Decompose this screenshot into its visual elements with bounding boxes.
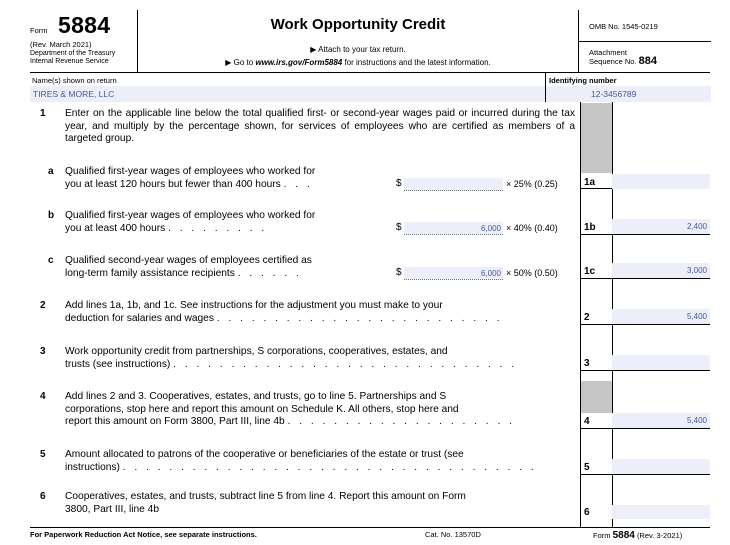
line-1a-amount-input[interactable]: [612, 174, 710, 189]
line-1c-amount-input[interactable]: 3,000: [612, 263, 710, 278]
line-2-text: [65, 300, 575, 325]
form-word: Form: [30, 26, 48, 35]
leader-dots: . . . . . . . . . . . . . . . . . . . . . . . . .: [216, 312, 503, 324]
goto-suffix: for instructions and the latest information.: [342, 58, 491, 67]
line-1b-text-1: Qualified first-year wages of employees who worked for: [65, 210, 316, 221]
box-label-3: 3: [584, 358, 590, 369]
dollar-sign: $: [396, 222, 402, 233]
line-number: 2: [40, 300, 46, 311]
line-1a-text: [65, 166, 385, 191]
line-1a-text-2: you at least 120 hours but fewer than 400 hours: [65, 178, 281, 190]
leader-dots: . . . . . .: [237, 267, 302, 279]
leader-dots: . . . . . . . . . . . . . . . . . . . .: [287, 416, 515, 427]
taxpayer-row: [30, 73, 710, 102]
form-5884: [30, 10, 710, 541]
footer-revision: (Rev. 3-2021): [636, 531, 683, 540]
box-label-4: 4: [584, 416, 590, 427]
box-rule-1c: [580, 278, 710, 279]
dollar-sign: $: [396, 267, 402, 278]
line-1b-rate: × 40% (0.40): [506, 223, 558, 233]
box-label-6: 6: [584, 507, 590, 518]
line-1c-text-2: long-term family assistance recipients: [65, 267, 235, 279]
line-1a-text-1: Qualified first-year wages of employees who worked for: [65, 166, 316, 177]
line-1c-wages-input[interactable]: 6,000: [404, 267, 503, 280]
sequence-label: Sequence No.: [589, 57, 637, 66]
leader-dots: . . . . . . . . .: [168, 222, 268, 234]
box-label-1b: 1b: [584, 222, 596, 233]
box-rule-2: [580, 324, 710, 325]
shaded-box-line1: [581, 103, 612, 173]
line-1b-wages-input[interactable]: 6,000: [404, 222, 503, 235]
form-footer: [30, 527, 710, 539]
line-number: a: [48, 166, 54, 177]
footer-form-word: Form: [593, 531, 611, 540]
omb-block: [578, 10, 710, 73]
line-6-text: [65, 491, 575, 516]
box-label-1c: 1c: [584, 266, 596, 277]
leader-dots: . . .: [283, 178, 313, 190]
line-1c-rate: × 50% (0.50): [506, 268, 558, 278]
line-2-text-1: Add lines 1a, 1b, and 1c. See instructions for the adjustment you must make to your: [65, 300, 443, 311]
attachment-label: Attachment: [589, 48, 627, 57]
line-number: 3: [40, 346, 46, 357]
line-number: 5: [40, 449, 46, 460]
identifying-number-block: [545, 73, 710, 102]
box-label-1a: 1a: [584, 177, 596, 188]
line-6-text-1: Cooperatives, estates, and trusts, subtract line 5 from line 4. Report this amount on Form: [65, 491, 466, 502]
line-1-text: Enter on the applicable line below the total qualified first- or second-year wages paid or incurred during the tax year, and multiply by the percentage shown, for services of employees who are certified as members of a targeted group.: [65, 108, 575, 144]
line-number: 1: [40, 108, 46, 119]
line-number: 4: [40, 391, 46, 402]
line-5-text-2: instructions): [65, 461, 120, 473]
box-rule-3: [580, 370, 710, 371]
line-2-text-2: deduction for salaries and wages: [65, 312, 214, 324]
leader-dots: . . . . . . . . . . . . . . . . . . . . . . . . . . . . . .: [173, 358, 518, 370]
box-label-2: 2: [584, 312, 590, 323]
line-4-text: [65, 391, 575, 429]
line-3-text: [65, 346, 575, 371]
paperwork-notice: For Paperwork Reduction Act Notice, see separate instructions.: [30, 530, 257, 539]
id-field[interactable]: 12-3456789: [546, 86, 711, 102]
line-4-text-3: report this amount on Form 3800, Part III, line 4b: [65, 416, 285, 427]
goto-instruction: [138, 58, 578, 67]
line-5-text: [65, 449, 575, 474]
revision-date: (Rev. March 2021): [30, 40, 92, 49]
line-4-amount-input[interactable]: 5,400: [612, 413, 710, 428]
box-rule-5: [580, 474, 710, 475]
leader-dots: . . . . . . . . . . . . . . . . . . . . . . . . . . . . . . . . . . . .: [122, 461, 537, 473]
box-rule-4: [580, 428, 710, 429]
shaded-box-line4: [581, 381, 612, 413]
catalog-number: Cat. No. 13570D: [425, 530, 481, 539]
form-title: Work Opportunity Credit: [270, 16, 446, 33]
attachment-sequence: [589, 48, 657, 66]
line-2-amount-input[interactable]: 5,400: [612, 309, 710, 324]
line-6-amount-input[interactable]: [612, 505, 710, 519]
name-label: Name(s) shown on return: [32, 76, 117, 85]
line-3-text-1: Work opportunity credit from partnerships, S corporations, cooperatives, estates, and: [65, 346, 448, 357]
line-1b-amount-input[interactable]: 2,400: [612, 219, 710, 234]
line-5-amount-input[interactable]: [612, 459, 710, 474]
line-number: 6: [40, 491, 46, 502]
department: Department of the Treasury Internal Revenue Service: [30, 50, 116, 65]
attach-instruction: ▶ Attach to your tax return.: [310, 45, 406, 54]
line-4-text-1: Add lines 2 and 3. Cooperatives, estates, and trusts, go to line 5. Partnerships and S: [65, 391, 447, 402]
line-1c-text-1: Qualified second-year wages of employees certified as: [65, 255, 312, 266]
line-3-text-2: trusts (see instructions): [65, 358, 171, 370]
line-1b-text: [65, 210, 385, 235]
line-3-amount-input[interactable]: [612, 355, 710, 370]
goto-prefix: ▶ Go to: [225, 58, 256, 67]
footer-form-number: 5884: [612, 530, 635, 541]
line-5-text-1: Amount allocated to patrons of the cooperative or beneficiaries of the estate or trust (see: [65, 449, 464, 460]
line-6-text-2: 3800, Part III, line 4b: [65, 503, 160, 515]
line-1a-wages-input[interactable]: [404, 178, 503, 191]
line-4-text-2: corporations, stop here and report this amount on Schedule K. All others, stop here and: [65, 403, 459, 415]
line-number: b: [48, 210, 55, 221]
box-rule-1b: [580, 234, 710, 235]
form-number: 5884: [58, 12, 111, 38]
line-1c-text: [65, 255, 385, 280]
irs-url-link[interactable]: www.irs.gov/Form5884: [255, 58, 343, 67]
sequence-number: 884: [638, 55, 657, 67]
dollar-sign: $: [396, 178, 402, 189]
title-block: [138, 10, 578, 73]
name-field[interactable]: TIRES & MORE, LLC: [30, 86, 545, 102]
footer-form-id: [593, 530, 682, 541]
id-label: Identifying number: [549, 76, 617, 85]
line-1b-text-2: you at least 400 hours: [65, 222, 166, 234]
omb-number: OMB No. 1545-0219: [579, 10, 711, 42]
form-id-block: [30, 10, 138, 73]
form-header: [30, 10, 710, 73]
line-number: c: [48, 255, 54, 266]
box-label-5: 5: [584, 462, 590, 473]
line-1a-rate: × 25% (0.25): [506, 179, 558, 189]
